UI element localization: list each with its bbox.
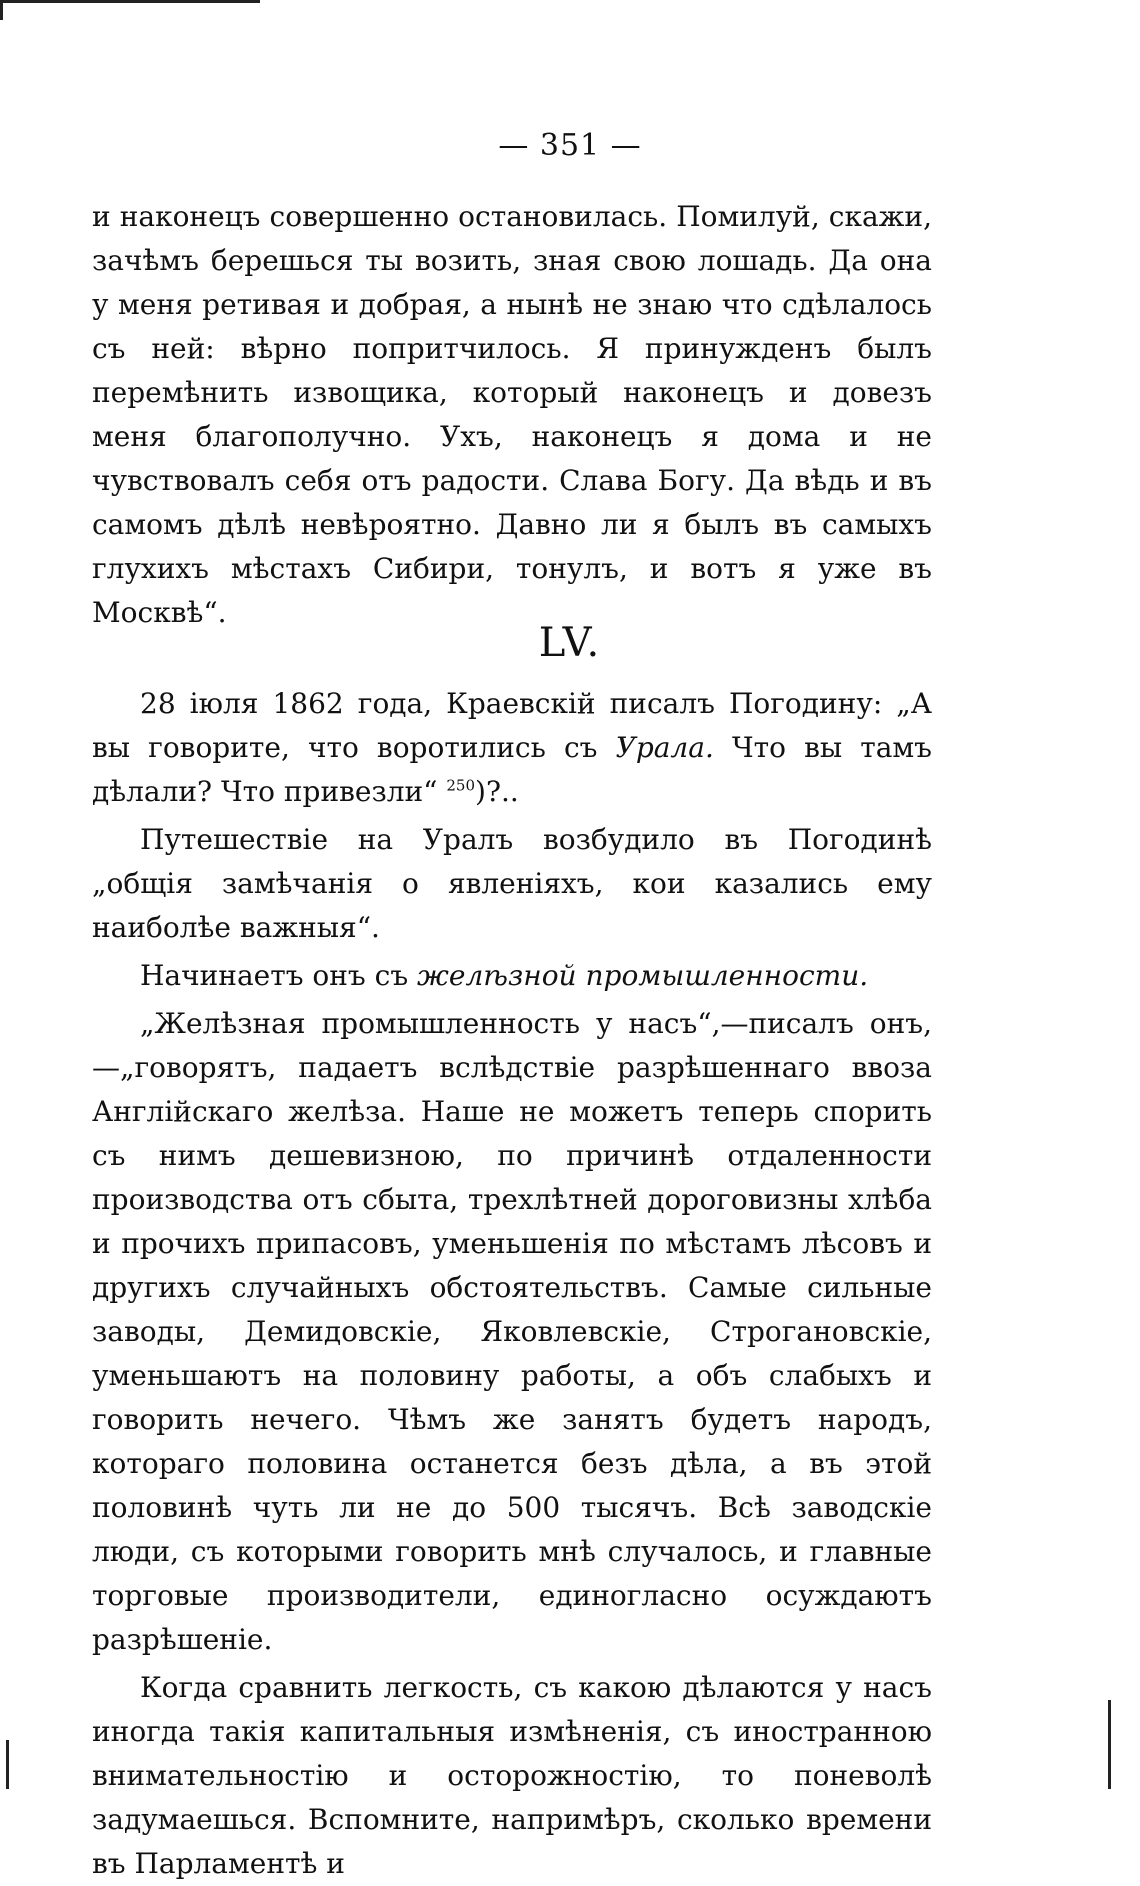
scan-edge-top — [0, 0, 260, 3]
paragraph-3: Путешествіе на Уралъ возбудило въ Погодинѣ „общія замѣчанія о явленіяхъ, кои казались ему наиболѣе важныя“. — [92, 823, 932, 944]
paragraph-4 — [92, 954, 932, 998]
footnote-reference: 250 — [446, 776, 476, 795]
paragraph-2-tail: )?.. — [475, 775, 519, 808]
paragraph-2-text: 28 іюля 1862 года, Краевскій писалъ Погодину: „А вы говорите, что воротились съ — [92, 687, 932, 764]
scan-edge-left — [0, 0, 3, 20]
paragraph-1: и наконецъ совершенно остановилась. Помилуй, скажи, зачѣмъ берешься ты возить, зная свою лошадь. Да она у меня ретивая и добрая, а нынѣ не знаю что сдѣлалось съ ней: вѣрно попритчилось. Я принужденъ былъ перемѣнить извощика, который наконецъ и довезъ меня благополучно. Ухъ, наконецъ я дома и не чувствовалъ себя отъ радости. Слава Богу. Да вѣдь и въ самомъ дѣлѣ невѣроятно. Давно ли я былъ въ самыхъ глухихъ мѣстахъ Сибири, тонулъ, и вотъ я уже въ Москвѣ“. — [92, 200, 932, 629]
section-heading: LV. — [538, 620, 602, 666]
paragraph-2-emphasis: Урала. — [615, 731, 714, 764]
text-block-top — [92, 195, 932, 635]
paragraph-5: „Желѣзная промышленность у насъ“,—писалъ онъ, —„говорятъ, падаетъ вслѣдствіе разрѣшеннаго ввоза Англійскаго желѣза. Наше не можетъ теперь спорить съ нимъ дешевизною, по причинѣ отдаленности производства отъ сбыта, трехлѣтней дороговизны хлѣба и прочихъ припасовъ, уменьшенія по мѣстамъ лѣсовъ и другихъ случайныхъ обстоятельствъ. Самые сильные заводы, Демидовскіе, Яковлевскіе, Строгановскіе, уменьшаютъ на половину работы, а объ слабыхъ и говорить нечего. Чѣмъ же занятъ будетъ народъ, котораго половина останется безъ дѣла, а въ этой половинѣ чуть ли не до 500 тысячъ. Всѣ заводскіе люди, съ которыми говорить мнѣ случалось, и главные торговые производители, единогласно осуждаютъ разрѣшеніе. — [92, 1007, 932, 1656]
paragraph-6: Когда сравнить легкость, съ какою дѣлаются у насъ иногда такія капитальныя измѣненія, съ иностранною внимательностію и осторожностію, то поневолѣ задумаешься. Вспомните, напримѣръ, сколько времени въ Парламентѣ и — [92, 1671, 932, 1880]
text-block-main — [92, 682, 932, 1886]
scan-edge-bottom-left — [6, 1740, 9, 1789]
page-number: — 351 — — [498, 128, 642, 163]
paragraph-4-text: Начинаетъ онъ съ — [140, 959, 418, 992]
paragraph-2 — [92, 682, 932, 814]
paragraph-2-text-end: Что вы тамъ дѣлали? Что привезли“ — [92, 731, 932, 808]
paragraph-4-emphasis: желѣзной промышленности. — [417, 959, 869, 992]
scan-edge-bottom-right — [1108, 1700, 1111, 1789]
